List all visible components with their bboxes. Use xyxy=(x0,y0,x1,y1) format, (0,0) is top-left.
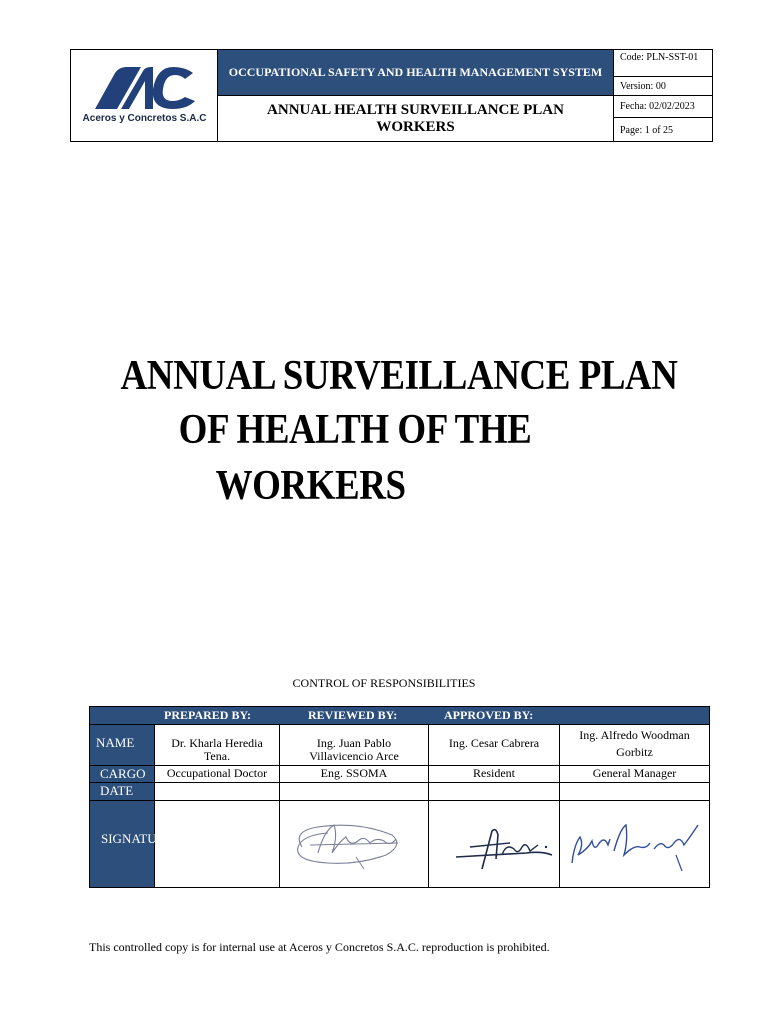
main-title-line3: WORKERS xyxy=(215,463,406,509)
row-label-cargo: CARGO xyxy=(100,766,146,781)
plan-title-line1: ANNUAL HEALTH SURVEILLANCE PLAN xyxy=(267,101,564,118)
cargo-prepared: Occupational Doctor xyxy=(166,766,268,780)
name-approved xyxy=(429,737,559,750)
cargo-manager: General Manager xyxy=(592,766,677,780)
cargo-reviewed: Eng. SSOMA xyxy=(320,766,388,780)
name-reviewed-line2: Villavicencio Arce xyxy=(309,749,399,763)
name-manager xyxy=(560,727,709,761)
name-prepared-line1: Dr. Kharla Heredia xyxy=(171,736,263,750)
col-prepared-by: PREPARED BY: xyxy=(164,708,252,722)
name-prepared xyxy=(155,737,279,763)
footer-note: This controlled copy is for internal use at Aceros y Concretos S.A.C. reproduction is prohibited. xyxy=(89,940,550,954)
name-prepared-line2: Tena. xyxy=(203,749,231,763)
document-meta xyxy=(613,50,712,141)
responsibilities-table xyxy=(89,706,710,888)
doc-page: Page: 1 of 25 xyxy=(620,125,674,136)
col-reviewed-by: REVIEWED BY: xyxy=(308,708,398,722)
system-title: OCCUPATIONAL SAFETY AND HEALTH MANAGEMENT SYSTEM xyxy=(218,50,613,96)
plan-title xyxy=(218,96,613,141)
name-reviewed xyxy=(280,737,428,763)
doc-code: Code: PLN-SST-01 xyxy=(614,50,712,77)
name-reviewed-line1: Ing. Juan Pablo xyxy=(316,736,392,750)
control-heading: CONTROL OF RESPONSIBILITIES xyxy=(292,676,476,690)
doc-date: Fecha: 02/02/2023 xyxy=(614,96,712,118)
company-name: Aceros y Concretos S.A.C xyxy=(82,113,207,124)
cargo-approved: Resident xyxy=(473,766,515,780)
doc-version: Version: 00 xyxy=(614,77,712,96)
signature-approver xyxy=(452,825,557,873)
signature-reviewer xyxy=(288,817,408,873)
plan-title-line2: WORKERS xyxy=(376,118,455,135)
main-title-line2: OF HEALTH OF THE xyxy=(178,407,532,453)
main-title-line1: ANNUAL SURVEILLANCE PLAN xyxy=(120,353,678,399)
signature-manager xyxy=(564,815,706,877)
row-label-date: DATE xyxy=(100,783,134,798)
name-manager-line2: Gorbitz xyxy=(616,745,653,759)
name-manager-line1: Ing. Alfredo Woodman xyxy=(579,728,690,742)
row-label-name: NAME xyxy=(96,735,135,750)
row-label-signature: SIGNATU xyxy=(101,831,157,846)
company-logo xyxy=(93,67,197,111)
col-approved-by: APPROVED BY: xyxy=(444,708,534,722)
logo-cell xyxy=(71,50,218,141)
name-approved-line1: Ing. Cesar Cabrera xyxy=(448,736,540,750)
document-header xyxy=(70,49,713,142)
